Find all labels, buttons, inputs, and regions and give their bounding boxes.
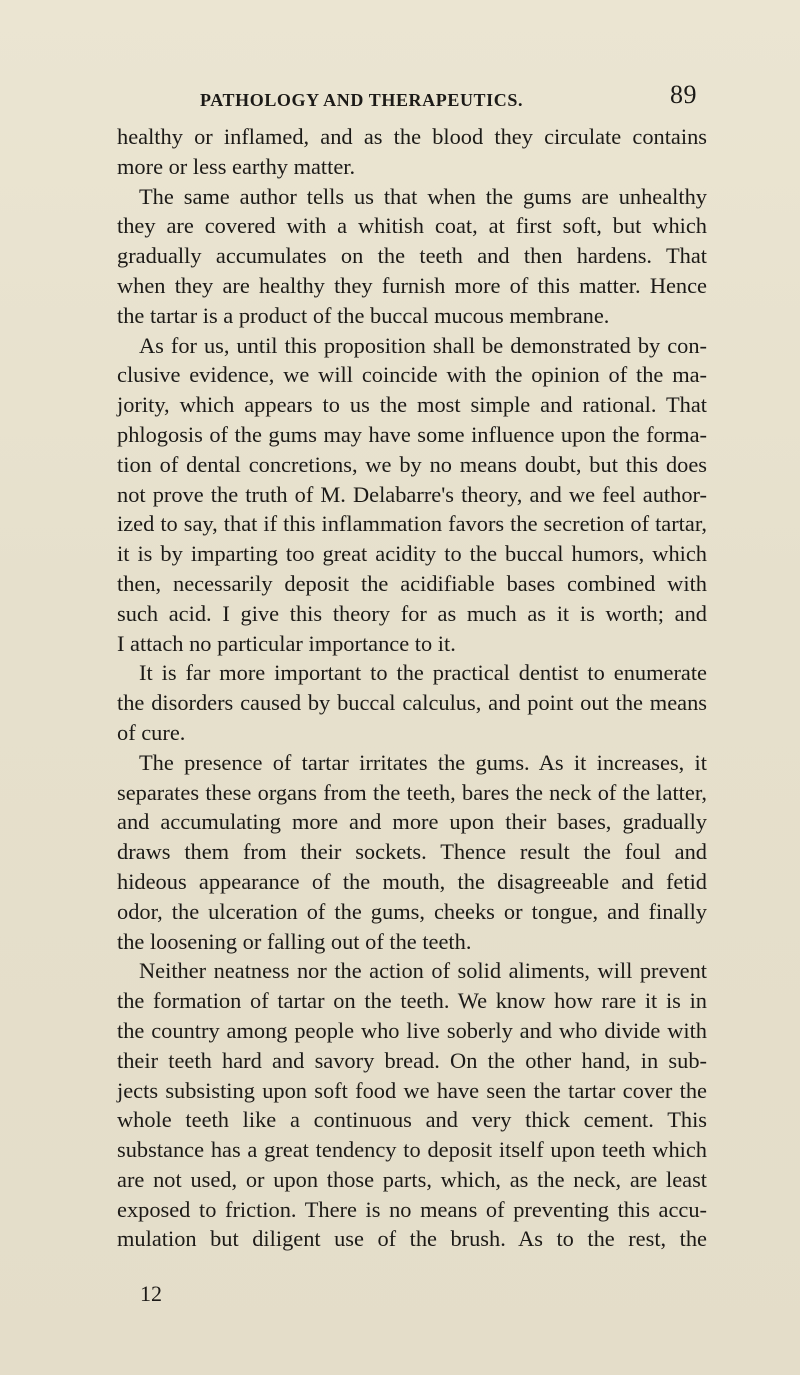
- text-line: exposed to friction. There is no means of preventing this accu-: [117, 1196, 707, 1222]
- text-line: such acid. I give this theory for as much as it is worth; and: [117, 600, 707, 626]
- text-line: the formation of tartar on the teeth. We know how rare it is in: [117, 988, 707, 1014]
- text-line: mulation but diligent use of the brush. As to the rest, the: [117, 1226, 707, 1252]
- text-line: ized to say, that if this inflammation favors the secretion of tartar,: [117, 511, 707, 537]
- text-line: they are covered with a whitish coat, at first soft, but which: [117, 213, 707, 239]
- page-number: 89: [670, 80, 697, 109]
- text-line: then, necessarily deposit the acidifiable bases combined with: [117, 570, 707, 596]
- text-line: not prove the truth of M. Delabarre's theory, and we feel author-: [117, 481, 707, 507]
- text-line: The same author tells us that when the gums are unhealthy: [139, 183, 707, 209]
- text-line: and accumulating more and more upon their bases, gradually: [117, 809, 707, 835]
- text-line: the disorders caused by buccal calculus, and point out the means: [117, 690, 707, 716]
- text-line: more or less earthy matter.: [117, 153, 356, 179]
- signature-mark: 12: [140, 1281, 162, 1306]
- page-header: [0, 80, 800, 116]
- text-line: draws them from their sockets. Thence result the foul and: [117, 839, 707, 865]
- text-line: phlogosis of the gums may have some influence upon the forma-: [117, 421, 707, 447]
- text-line: I attach no particular importance to it.: [117, 630, 456, 656]
- text-line: are not used, or upon those parts, which, as the neck, are least: [117, 1166, 707, 1192]
- running-head: PATHOLOGY AND THERAPEUTICS.: [200, 90, 524, 110]
- text-line: It is far more important to the practical dentist to enumerate: [139, 660, 707, 686]
- text-line: As for us, until this proposition shall be demonstrated by con-: [139, 332, 707, 358]
- text-line: healthy or inflamed, and as the blood they circulate contains: [117, 124, 707, 149]
- text-line: hideous appearance of the mouth, the disagreeable and fetid: [117, 868, 707, 894]
- text-line: the country among people who live soberly and who divide with: [117, 1017, 707, 1043]
- text-line: it is by imparting too great acidity to the buccal humors, which: [117, 541, 707, 567]
- text-line: whole teeth like a continuous and very thick cement. This: [117, 1107, 707, 1133]
- text-line: clusive evidence, we will coincide with the opinion of the ma-: [117, 362, 707, 388]
- text-line: the loosening or falling out of the teeth.: [117, 928, 472, 954]
- text-line: tion of dental concretions, we by no means doubt, but this does: [117, 451, 707, 477]
- text-line: their teeth hard and savory bread. On the other hand, in sub-: [117, 1047, 707, 1073]
- text-line: of cure.: [117, 719, 186, 745]
- text-line: when they are healthy they furnish more of this matter. Hence: [117, 272, 707, 298]
- text-line: odor, the ulceration of the gums, cheeks or tongue, and finally: [117, 898, 707, 924]
- text-line: jority, which appears to us the most simple and rational. That: [117, 392, 707, 418]
- text-line: substance has a great tendency to deposit itself upon teeth which: [117, 1137, 707, 1163]
- text-line: the tartar is a product of the buccal mucous membrane.: [117, 302, 610, 328]
- text-line: jects subsisting upon soft food we have seen the tartar cover the: [117, 1077, 707, 1103]
- text-line: gradually accumulates on the teeth and then hardens. That: [117, 243, 707, 269]
- body-text: [117, 122, 707, 1254]
- text-line: Neither neatness nor the action of solid aliments, will prevent: [139, 958, 707, 984]
- text-line: separates these organs from the teeth, bares the neck of the latter,: [117, 779, 707, 805]
- text-line: The presence of tartar irritates the gums. As it increases, it: [139, 749, 707, 775]
